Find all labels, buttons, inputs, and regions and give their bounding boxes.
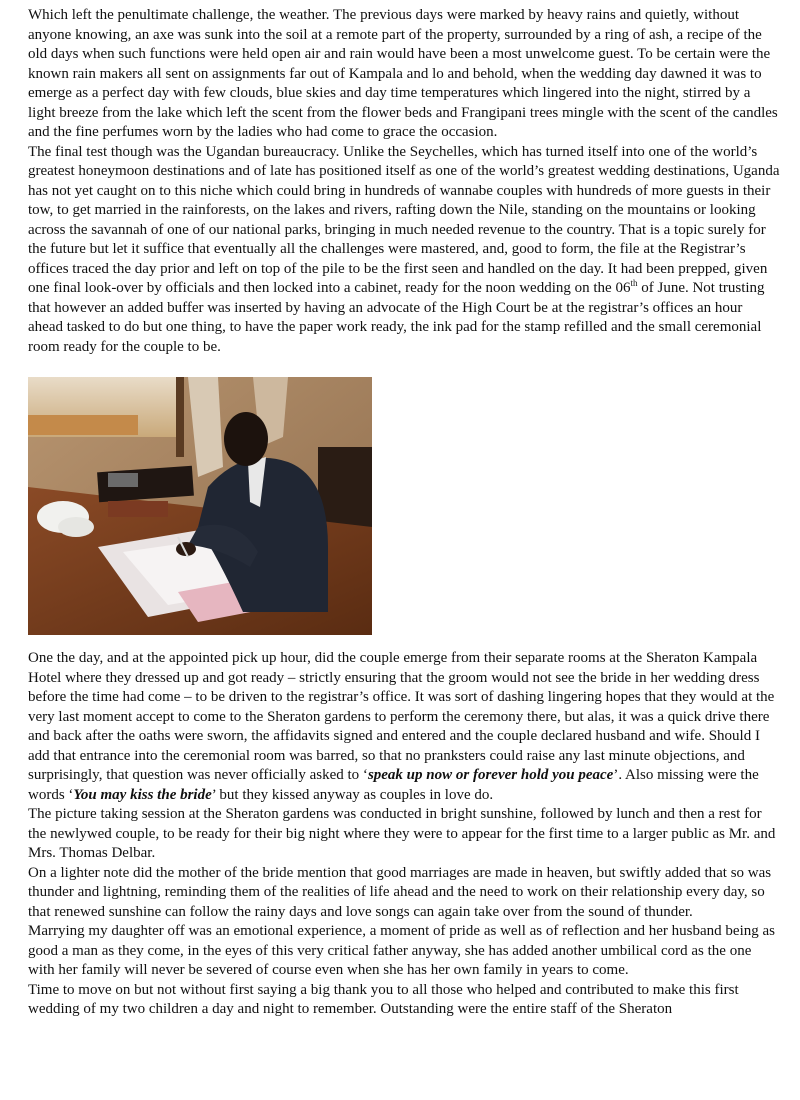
paragraph-weather: Which left the penultimate challenge, the weather. The previous days were marked by heavy rains and quietly, without anyone knowing, an axe was sunk into the soil at a remote part of the property, surrounded by a ring of ash, a recipe of the old days when such functions were held open air and rain would have been a most unwelcome guest. To be certain were the known rain makers all sent on assignments far out of Kampala and lo and behold, when the wedding day dawned it was to emerge as a perfect day with few clouds, blue skies and day time temperatures which lingered into the night, stirred by a light breeze from the lake which left the scent from the flower beds and Frangipani trees mingle with the scent of the candles and the fine perfumes worn by the ladies who had come to grace the occasion. bbox=[28, 7, 778, 140]
ordinal-suffix: th bbox=[630, 278, 638, 288]
paragraph-bureaucracy-text-b: of June. Not trusting that however an added buffer was inserted by having an advocate of the High Court be at the registrar’s offices an hour ahead tasked to do but one thing, to have the paper work ready, the ink pad for the stamp refilled and the small ceremonial room ready for the couple to be. bbox=[28, 280, 765, 355]
paragraph-picture-session: The picture taking session at the Sheraton gardens was conducted in bright sunshine, followed by lunch and then a rest for the newlywed couple, to be ready for their big night where they were to appear for the first time to a larger public as Mr. and Mrs. Thomas Delbar. bbox=[28, 806, 776, 861]
paragraph-ceremony-text-c: ’ but they kissed anyway as couples in love do. bbox=[211, 786, 494, 803]
paragraph-thanks: Time to move on but not without first saying a big thank you to all those who helped and contributed to make this first wedding of my two children a day and night to remember. Outstanding were the entire staff of the Sheraton bbox=[28, 981, 739, 1017]
paragraph-ceremony-text-b: ’. Also missing were the words ‘ bbox=[28, 767, 759, 803]
quote-kiss-bride: You may kiss the bride bbox=[73, 786, 212, 803]
paragraph-bureaucracy bbox=[28, 143, 780, 358]
paragraph-lighter-note: On a lighter note did the mother of the bride mention that good marriages are made in heaven, but swiftly added that so was thunder and lightning, reminding them of the realities of life ahead and the need to work on their relationship every day, so that renewed sunshine can follow the rainy days and love songs can again take over from the sound of thunder. bbox=[28, 864, 772, 920]
paragraph-ceremony-text-a: One the day, and at the appointed pick up hour, did the couple emerge from their separate rooms at the Sheraton Kampala Hotel where they dressed up and got ready – strictly ensuring that the groom would not see the bride in her wedding dress before the time had come – to be driven to the registrar’s office. It was sort of dashing lingering hopes that they would at the very last moment accept to come to the Sheraton gardens to perform the ceremony there, but alas, it was a quick drive there and back after the oaths were sworn, the affidavits signed and entered and the couple declared husband and wife. Should I add that entrance into the ceremonial room was barred, so that no pranksters could raise any last minute objections, and surprisingly, that question was never officially asked to ‘ bbox=[28, 650, 775, 783]
article-page bbox=[28, 6, 780, 1020]
signing-photo bbox=[28, 377, 372, 635]
quote-speak-up: speak up now or forever hold you peace bbox=[367, 767, 614, 783]
paragraph-reflection: Marrying my daughter off was an emotional experience, a moment of pride as well as of reflection and her husband being as good a man as they come, in the eyes of this very critical father anyway, she has added another umbilical cord as the one with her family will never be severed of course even when she has her own family in years to come. bbox=[28, 923, 775, 978]
paragraph-ceremony bbox=[28, 649, 780, 805]
paragraph-bureaucracy-text-a: The final test though was the Ugandan bureaucracy. Unlike the Seychelles, which has turned itself into one of the world’s greatest honeymoon destinations and of late has positioned itself as one of the world’s greatest wedding destinations, Uganda has not yet caught on to this niche which could bring in hundreds of wannabe couples with hundreds of more guests in their tow, to get married in the rainforests, on the lakes and rivers, rafting down the Nile, standing on the mountains or looking across the savannah of one of our national parks, bringing in much needed revenue to the country. That is a topic surely for the future but let it suffice that eventually all the challenges were mastered, and, good to form, the file at the Registrar’s offices traced the day prior and left on top of the pile to be the first seen and handled on the day. It had been prepped, given one final look-over by officials and then locked into a cabinet, ready for the noon wedding on the 06 bbox=[28, 143, 780, 296]
